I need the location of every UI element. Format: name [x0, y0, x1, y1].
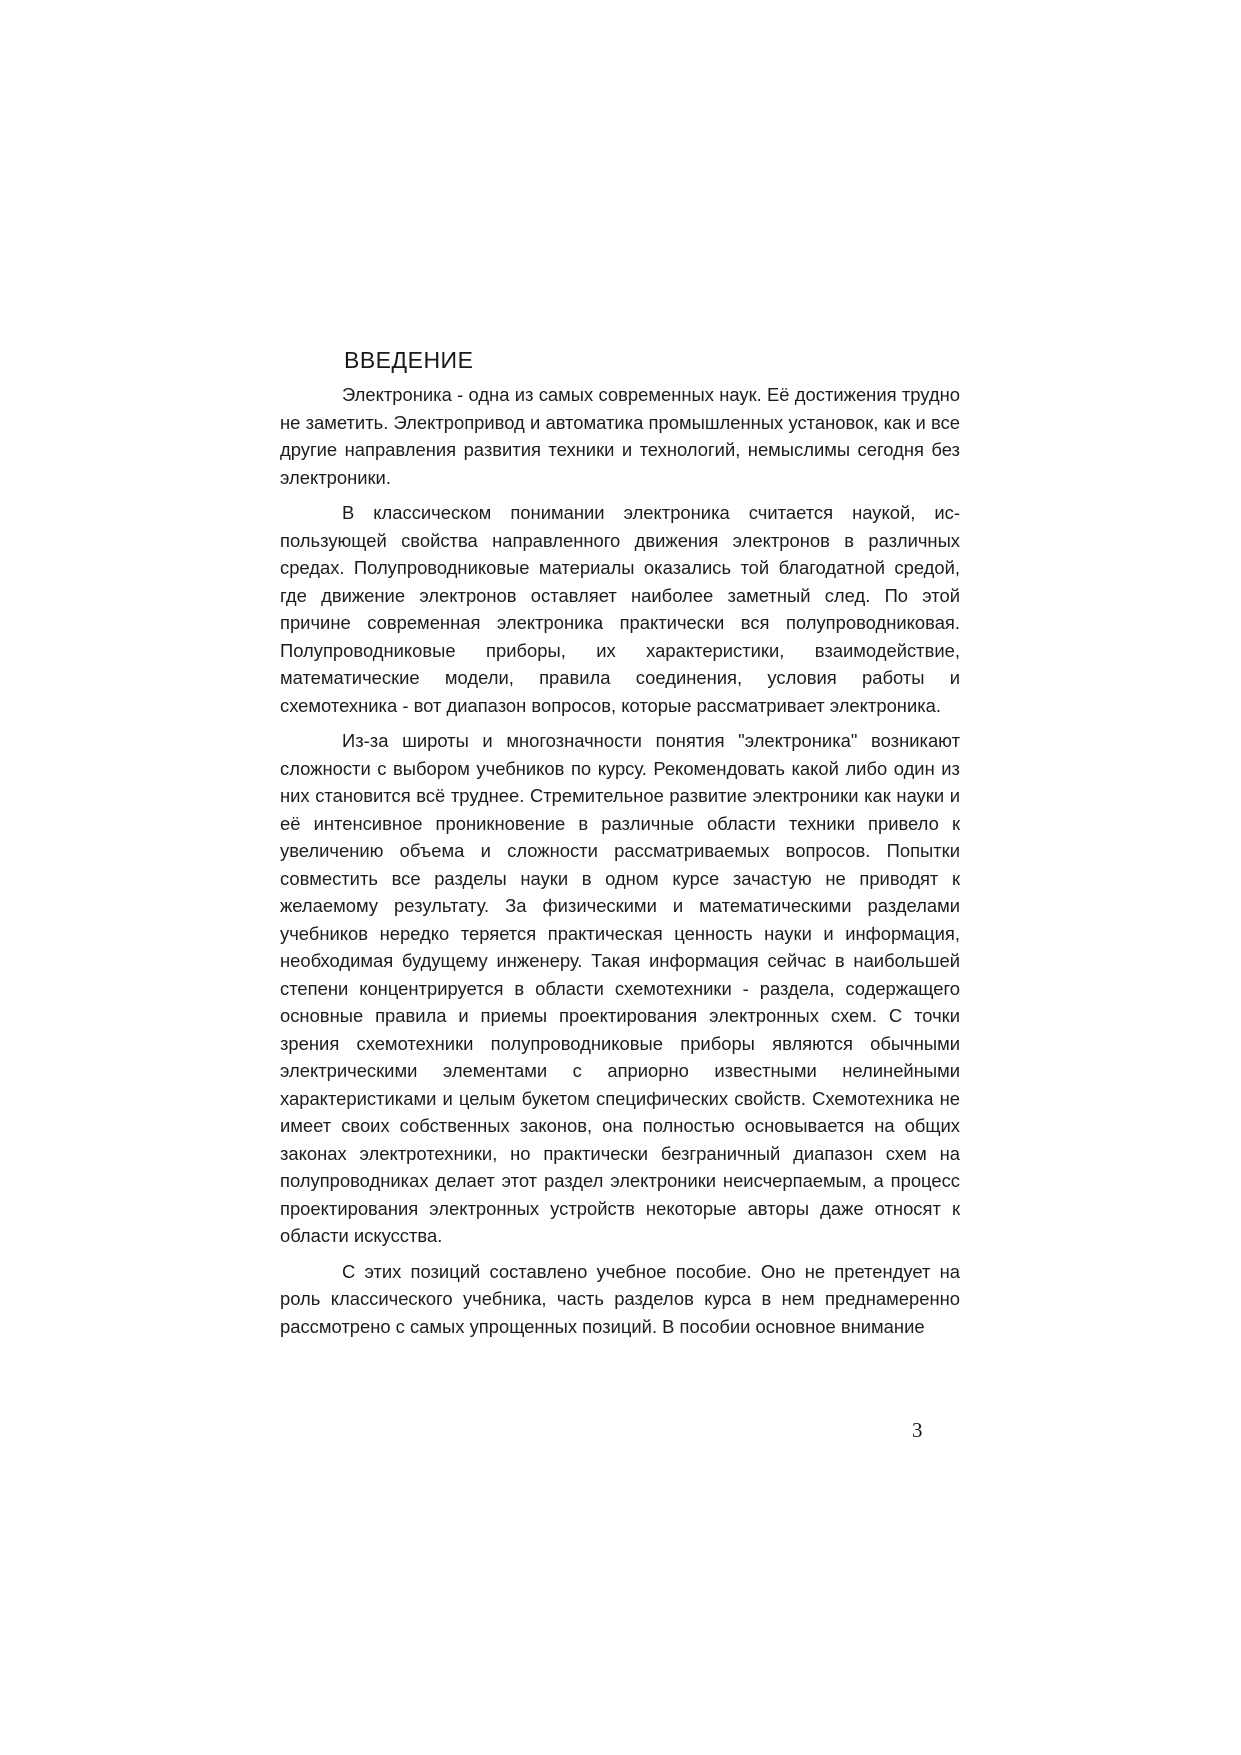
- paragraph-4: С этих позиций составлено учебное пособие. Оно не претендует на роль классического учебника, часть разделов курса в нем преднамеренно рассмотрено с самых упрощенных позиций. В пособии основное внимание: [280, 1260, 960, 1337]
- page-content: [280, 345, 960, 1348]
- page-number: 3: [912, 1418, 923, 1442]
- section-heading: ВВЕДЕНИЕ: [344, 347, 474, 373]
- paragraph-1: Электроника - одна из самых современных наук. Её достижения трудно не заметить. Электропривод и автоматика промышленных установок, как и все другие направления развития техники и технологий, немыслимы сегодня без электроники.: [280, 384, 960, 488]
- paragraph-2: В классическом понимании электроника считается наукой, использующей свойства направленного движения электронов в различных средах. Полупроводниковые материалы оказались той благодатной средой, где движение электронов оставляет наиболее заметный след. По этой причине современная электроника практически вся полупроводниковая. Полупроводниковые приборы, их характеристики, взаимодействие, математические модели, правила соединения, условия работы и схемотехника - вот диапазон вопросов, которые рассматривает электроника.: [280, 502, 960, 716]
- paragraph-3: Из-за широты и многозначности понятия "электроника" возникают сложности с выбором учебников по курсу. Рекомендовать какой либо один из них становится всё труднее. Стремительное развитие электроники как науки и её интенсивное проникновение в различные области техники привело к увеличению объема и сложности рассматриваемых вопросов. Попытки совместить все разделы науки в одном курсе зачастую не приводят к желаемому результату. За физическими и математическими разделами учебников нередко теряется практическая ценность науки и информация, необходимая будущему инженеру. Такая информация сейчас в наибольшей степени концентрируется в области схемотехники - раздела, содержащего основные правила и приемы проектирования электронных схем. С точки зрения схемотехники полупроводниковые приборы являются обычными электрическими элементами с априорно известными нелинейными характеристиками и целым букетом специфических свойств. Схемотехника не имеет своих собственных законов, она полностью основывается на общих законах электротехники, но практически безграничный диапазон схем на полупроводниках делает этот раздел электроники неисчерпаемым, а процесс проектирования электронных устройств некоторые авторы даже относят к области искусства.: [280, 730, 960, 1246]
